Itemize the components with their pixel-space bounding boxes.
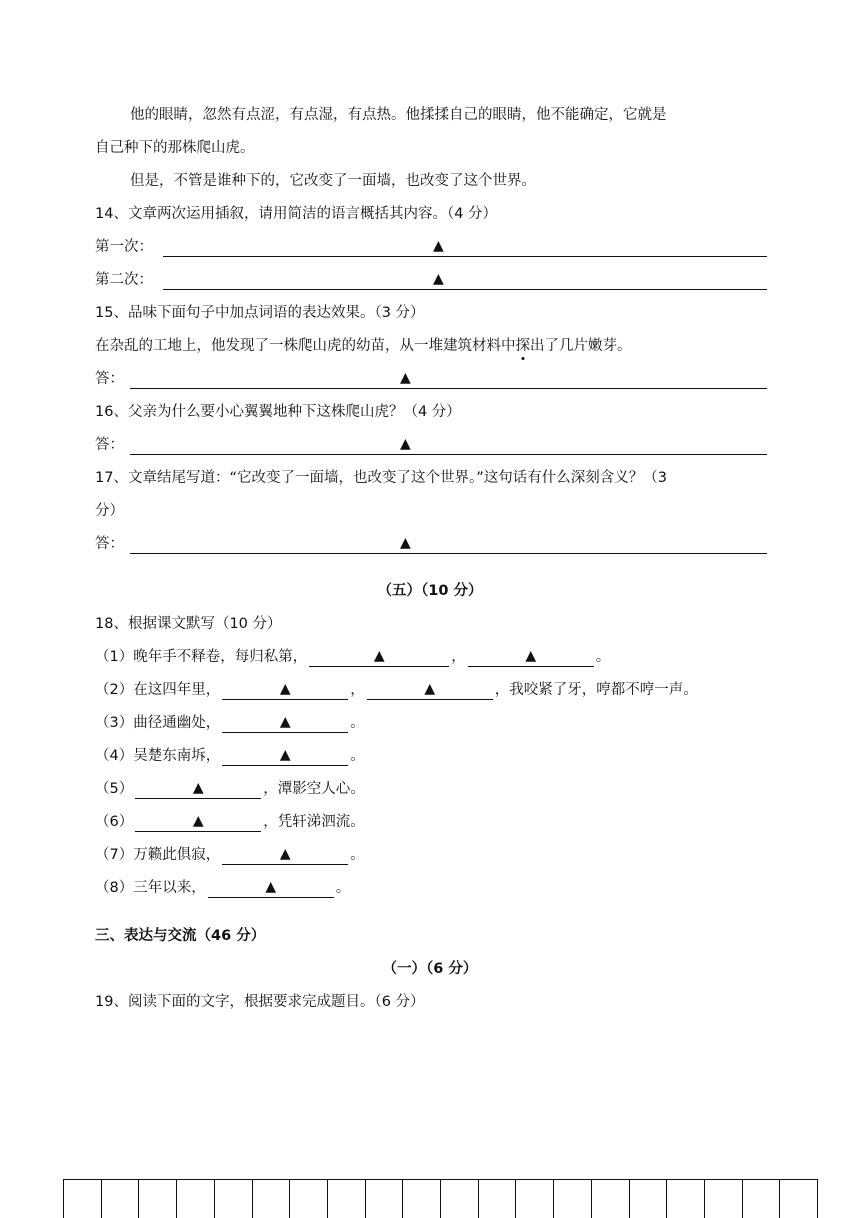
fill-blank[interactable] (222, 714, 348, 733)
triangle-marker-icon: ▲ (400, 535, 411, 551)
question-14: 14、文章两次运用插叙，请用简洁的语言概括其内容。（4 分） (95, 206, 498, 222)
dotted-word: 探 (515, 338, 530, 354)
item-number: （2） (95, 682, 134, 698)
triangle-marker-icon: ▲ (279, 681, 291, 697)
item-text: 三年以来， (133, 880, 206, 896)
triangle-marker-icon: ▲ (265, 879, 277, 895)
fill-blank[interactable] (222, 846, 348, 865)
item-number: （3） (95, 715, 134, 731)
item-number: （8） (95, 880, 134, 896)
recitation-item-2 (95, 680, 698, 700)
item-text: 万籁此俱寂， (133, 847, 221, 863)
grid-cell[interactable] (743, 1180, 781, 1218)
answer-underline (130, 454, 767, 455)
question-18: 18、根据课文默写（10 分） (95, 616, 282, 632)
grid-cell[interactable] (328, 1180, 366, 1218)
answer-line-q15[interactable] (95, 369, 767, 389)
fill-blank[interactable] (309, 648, 449, 667)
sub-section-heading: （一）（6 分） (382, 961, 478, 977)
item-text: 。 (350, 715, 365, 731)
question-15: 15、品味下面句子中加点词语的表达效果。（3 分） (95, 305, 425, 321)
triangle-marker-icon: ▲ (400, 370, 411, 386)
triangle-marker-icon: ▲ (192, 813, 204, 829)
grid-cell[interactable] (64, 1180, 102, 1218)
triangle-marker-icon: ▲ (279, 714, 291, 730)
answer-underline (130, 553, 767, 554)
section-heading: （五）（10 分） (377, 583, 483, 599)
answer-label: 答： (95, 536, 124, 552)
question-16: 16、父亲为什么要小心翼翼地种下这株爬山虎？（4 分） (95, 404, 461, 420)
sentence-text: 在杂乱的工地上，他发现了一株爬山虎的幼苗，从一堆建筑材料中 (95, 338, 516, 354)
grid-cell[interactable] (516, 1180, 554, 1218)
item-number: （1） (95, 649, 134, 665)
answer-underline (130, 388, 767, 389)
item-text: 在这四年里， (133, 682, 221, 698)
grid-cell[interactable] (403, 1180, 441, 1218)
grid-cell[interactable] (253, 1180, 291, 1218)
recitation-item-3 (95, 713, 365, 733)
grid-cell[interactable] (366, 1180, 404, 1218)
triangle-marker-icon: ▲ (400, 436, 411, 452)
answer-underline (163, 256, 767, 257)
question-17-cont: 分） (95, 503, 124, 519)
recitation-item-5 (95, 779, 365, 799)
answer-line-second[interactable] (95, 270, 767, 290)
triangle-marker-icon: ▲ (424, 681, 436, 697)
grid-cell[interactable] (705, 1180, 743, 1218)
fill-blank[interactable] (135, 813, 261, 832)
item-number: （4） (95, 748, 134, 764)
recitation-item-6 (95, 812, 365, 832)
quoted-sentence (95, 336, 632, 356)
passage-line: 他的眼睛，忽然有点涩，有点湿，有点热。他揉揉自己的眼睛，他不能确定，它就是 (130, 107, 667, 123)
recitation-item-7 (95, 845, 365, 865)
item-text: 。 (350, 847, 365, 863)
fill-blank[interactable] (468, 648, 594, 667)
grid-cell[interactable] (139, 1180, 177, 1218)
triangle-marker-icon: ▲ (433, 271, 444, 287)
grid-cell[interactable] (630, 1180, 668, 1218)
question-17: 17、文章结尾写道：“它改变了一面墙，也改变了这个世界。”这句话有什么深刻含义？（3 (95, 470, 667, 486)
item-number: （6） (95, 814, 134, 830)
triangle-marker-icon: ▲ (525, 648, 537, 664)
writing-grid[interactable] (63, 1179, 818, 1218)
item-text: ，凭轩涕泗流。 (263, 814, 365, 830)
answer-line-q17[interactable] (95, 534, 767, 554)
triangle-marker-icon: ▲ (433, 238, 444, 254)
grid-cell[interactable] (290, 1180, 328, 1218)
answer-line-q16[interactable] (95, 435, 767, 455)
grid-cell[interactable] (102, 1180, 140, 1218)
item-text: 。 (595, 649, 611, 665)
fill-blank[interactable] (222, 681, 348, 700)
triangle-marker-icon: ▲ (279, 747, 291, 763)
item-number: （5） (95, 781, 134, 797)
grid-cell[interactable] (592, 1180, 630, 1218)
answer-label: 答： (95, 371, 124, 387)
grid-cell[interactable] (667, 1180, 705, 1218)
item-text: 吴楚东南坼， (133, 748, 221, 764)
item-text: ，潭影空人心。 (263, 781, 365, 797)
triangle-marker-icon: ▲ (373, 648, 385, 664)
triangle-marker-icon: ▲ (279, 846, 291, 862)
triangle-marker-icon: ▲ (192, 780, 204, 796)
grid-cell[interactable] (441, 1180, 479, 1218)
grid-cell[interactable] (554, 1180, 592, 1218)
fill-blank[interactable] (208, 879, 334, 898)
part-heading: 三、表达与交流（46 分） (95, 928, 266, 944)
sentence-text: 出了几片嫩芽。 (530, 338, 632, 354)
recitation-item-1 (95, 647, 610, 667)
answer-underline (163, 289, 767, 290)
answer-line-first[interactable] (95, 237, 767, 257)
fill-blank[interactable] (222, 747, 348, 766)
answer-label: 第二次： (95, 272, 153, 288)
passage-line: 自己种下的那株爬山虎。 (95, 140, 255, 156)
recitation-item-8 (95, 878, 350, 898)
item-text: ， (350, 682, 365, 698)
recitation-item-4 (95, 746, 365, 766)
grid-cell[interactable] (177, 1180, 215, 1218)
item-text: 晚年手不释卷，每归私第， (133, 649, 308, 665)
item-text: ，我咬紧了牙，哼都不哼一声。 (494, 682, 698, 698)
fill-blank[interactable] (135, 780, 261, 799)
passage-line: 但是，不管是谁种下的，它改变了一面墙，也改变了这个世界。 (130, 173, 536, 189)
item-text: 。 (350, 748, 365, 764)
grid-cell[interactable] (780, 1180, 818, 1218)
item-text: 曲径通幽处， (133, 715, 221, 731)
question-19: 19、阅读下面的文字，根据要求完成题目。（6 分） (95, 994, 425, 1010)
grid-cell[interactable] (215, 1180, 253, 1218)
item-number: （7） (95, 847, 134, 863)
item-text: ， (451, 649, 466, 665)
answer-label: 答： (95, 437, 124, 453)
item-text: 。 (335, 880, 351, 896)
answer-label: 第一次： (95, 239, 153, 255)
grid-cell[interactable] (479, 1180, 517, 1218)
fill-blank[interactable] (367, 681, 493, 700)
